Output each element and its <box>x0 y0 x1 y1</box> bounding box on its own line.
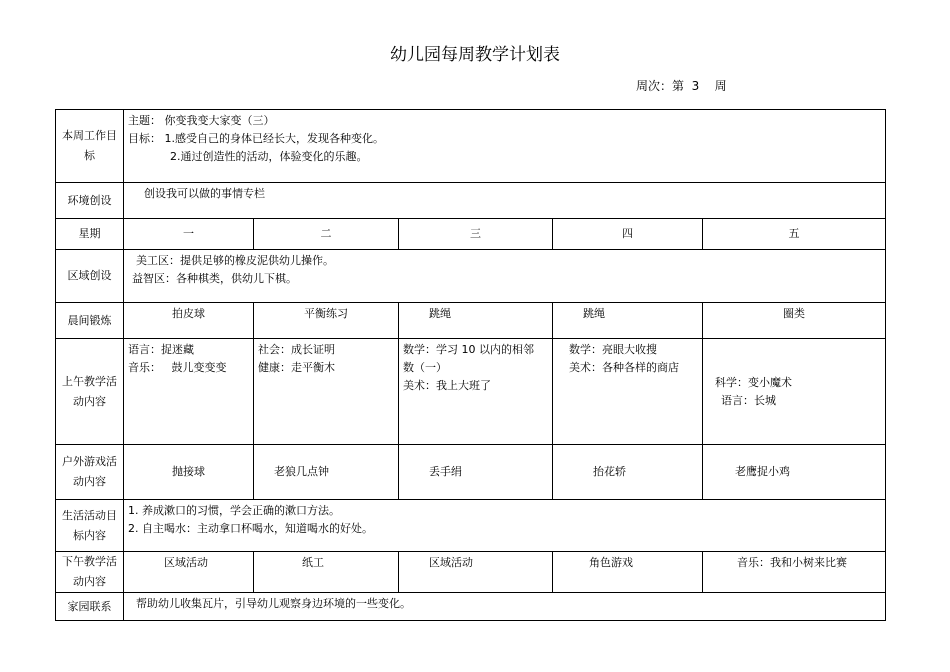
home-text: 帮助幼儿收集瓦片，引导幼儿观察身边环境的一些变化。 <box>136 597 411 610</box>
label-am: 上午教学活动内容 <box>56 339 124 445</box>
label-home: 家园联系 <box>56 593 124 621</box>
am-1-b: 音乐： 鼓儿变变变 <box>128 361 227 374</box>
day-2: 二 <box>254 219 399 250</box>
morning-ex-1: 拍皮球 <box>124 303 254 339</box>
row-goal <box>56 110 886 183</box>
row-home <box>56 593 886 621</box>
env-cell <box>124 183 886 219</box>
home-cell <box>124 593 886 621</box>
row-life <box>56 500 886 552</box>
row-weekday <box>56 219 886 250</box>
pm-4: 角色游戏 <box>553 552 703 593</box>
week-value: 3 <box>691 79 700 93</box>
goal-cell <box>124 110 886 183</box>
outdoor-1: 抛接球 <box>124 445 254 500</box>
page-title: 幼儿园每周教学计划表 <box>390 45 560 65</box>
label-life: 生活活动目标内容 <box>56 500 124 552</box>
morning-ex-2: 平衡练习 <box>254 303 399 339</box>
pm-1: 区域活动 <box>124 552 254 593</box>
row-am-activities <box>56 339 886 445</box>
row-morning-exercise <box>56 303 886 339</box>
am-day-5 <box>703 339 886 445</box>
am-day-3 <box>399 339 553 445</box>
am-day-1 <box>124 339 254 445</box>
area-cell <box>124 250 886 303</box>
row-area <box>56 250 886 303</box>
area-line-1: 美工区：提供足够的橡皮泥供幼儿操作。 <box>136 254 334 267</box>
label-outdoor: 户外游戏活动内容 <box>56 445 124 500</box>
am-day-2 <box>254 339 399 445</box>
label-area: 区域创设 <box>56 250 124 303</box>
env-text: 创设我可以做的事情专栏 <box>144 187 265 200</box>
morning-ex-4: 跳绳 <box>553 303 703 339</box>
pm-5: 音乐：我和小树来比赛 <box>703 552 886 593</box>
am-5-b: 语言：长城 <box>721 393 776 407</box>
am-2-a: 社会：成长证明 <box>258 343 335 356</box>
goal-target-2: 2.通过创造性的活动，体验变化的乐趣。 <box>170 150 368 163</box>
am-3-b: 数（一） <box>403 361 447 374</box>
am-day-4 <box>553 339 703 445</box>
life-line-2: 2. 自主喝水：主动拿口杯喝水，知道喝水的好处。 <box>128 522 373 535</box>
outdoor-4: 抬花轿 <box>553 445 703 500</box>
row-outdoor <box>56 445 886 500</box>
label-goal: 本周工作目标 <box>56 110 124 183</box>
label-morning-exercise: 晨间锻炼 <box>56 303 124 339</box>
pm-3: 区域活动 <box>399 552 553 593</box>
area-line-2: 益智区：各种棋类，供幼儿下棋。 <box>132 272 297 285</box>
outdoor-5: 老鹰捉小鸡 <box>703 445 886 500</box>
am-4-b: 美术：各种各样的商店 <box>569 361 679 374</box>
am-3-a: 数学：学习 10 以内的相邻 <box>403 343 534 356</box>
am-5-a: 科学：变小魔术 <box>715 375 792 389</box>
goal-target-1: 目标： 1.感受自己的身体已经长大，发现各种变化。 <box>128 132 384 145</box>
day-3: 三 <box>399 219 553 250</box>
am-2-b: 健康：走平衡木 <box>258 361 335 374</box>
row-env <box>56 183 886 219</box>
am-4-a: 数学：亮眼大收搜 <box>569 343 657 356</box>
morning-ex-5: 圈类 <box>703 303 886 339</box>
label-pm: 下午教学活动内容 <box>56 552 124 593</box>
day-5: 五 <box>703 219 886 250</box>
life-cell <box>124 500 886 552</box>
row-pm-activities <box>56 552 886 593</box>
label-env: 环境创设 <box>56 183 124 219</box>
week-suffix: 周 <box>714 79 727 93</box>
am-3-c: 美术：我上大班了 <box>403 379 491 392</box>
day-4: 四 <box>553 219 703 250</box>
label-weekday: 星期 <box>56 219 124 250</box>
morning-ex-3: 跳绳 <box>399 303 553 339</box>
pm-2: 纸工 <box>254 552 399 593</box>
life-line-1: 1. 养成漱口的习惯，学会正确的漱口方法。 <box>128 504 340 517</box>
outdoor-2: 老狼几点钟 <box>254 445 399 500</box>
weekly-plan-table <box>55 109 886 621</box>
am-1-a: 语言：捉迷藏 <box>128 343 194 356</box>
week-prefix: 周次：第 <box>636 79 685 93</box>
week-number <box>636 77 727 94</box>
day-1: 一 <box>124 219 254 250</box>
outdoor-3: 丢手绢 <box>399 445 553 500</box>
goal-theme: 主题： 你变我变大家变（三） <box>128 114 275 127</box>
